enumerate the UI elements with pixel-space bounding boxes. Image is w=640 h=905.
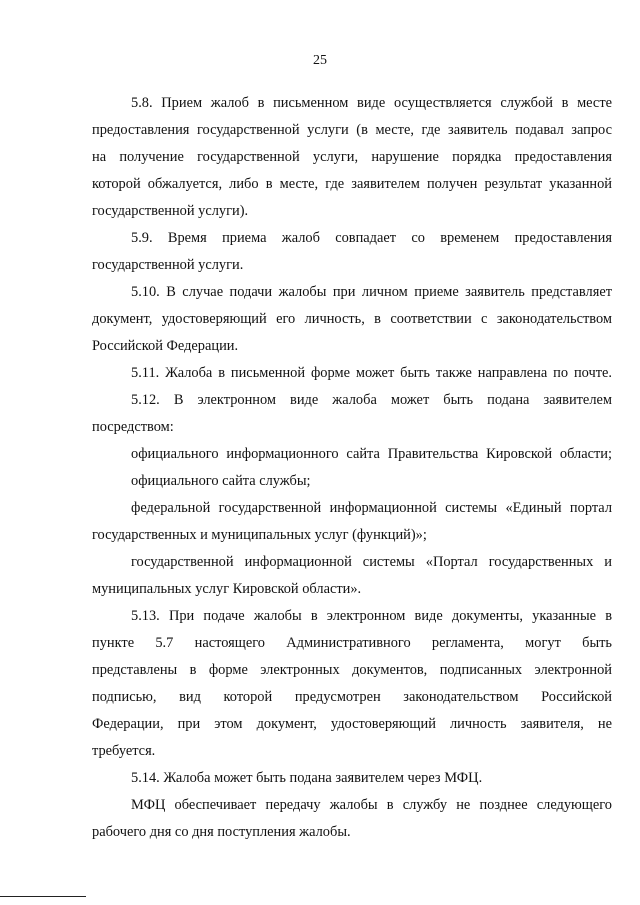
text-line: посредством: [92,419,174,435]
text-line: муниципальных услуг Кировской области». [92,581,362,597]
text-line: МФЦ обеспечивает передачу жалобы в службу не позднее следующего [131,797,612,813]
text-line: государственной информационной системы «Портал государственных и [131,554,612,570]
text-line: государственной услуги). [92,203,249,219]
text-line: предоставления государственной услуги (в месте, где заявитель подавал запрос [92,122,612,138]
text-line: 5.9. Время приема жалоб совпадает со временем предоставления [131,230,612,246]
text-line: 5.10. В случае подачи жалобы при личном приеме заявитель представляет [131,284,612,300]
text-line: 5.12. В электронном виде жалоба может быть подана заявителем [131,392,612,408]
text-line: 5.11. Жалоба в письменной форме может быть также направлена по почте. [131,365,612,381]
text-line: которой обжалуется, либо в месте, где заявителем получен результат указанной [92,176,612,192]
text-line: государственных и муниципальных услуг (функций)»; [92,527,427,543]
text-line: 5.13. При подаче жалобы в электронном виде документы, указанные в [131,608,612,624]
text-line: официального сайта службы; [131,473,311,489]
text-line: подписью, вид которой предусмотрен законодательством Российской [92,689,612,705]
text-line: государственной услуги. [92,257,244,273]
text-line: на получение государственной услуги, нарушение порядка предоставления [92,149,612,165]
text-line: федеральной государственной информационной системы «Единый портал [131,500,612,516]
footer-rule [0,896,86,897]
text-line: требуется. [92,743,156,759]
text-line: 5.14. Жалоба может быть подана заявителем через МФЦ. [131,770,483,786]
text-line: рабочего дня со дня поступления жалобы. [92,824,351,840]
text-line: Российской Федерации. [92,338,239,354]
text-line: пункте 5.7 настоящего Административного регламента, могут быть [92,635,612,651]
text-line: официального информационного сайта Правительства Кировской области; [131,446,612,462]
text-line: 5.8. Прием жалоб в письменном виде осуществляется службой в месте [131,95,612,111]
text-line: Федерации, при этом документ, удостоверяющий личность заявителя, не [92,716,612,732]
text-line: представлены в форме электронных документов, подписанных электронной [92,662,612,678]
text-line: документ, удостоверяющий его личность, в соответствии с законодательством [92,311,612,327]
page-number: 25 [313,53,327,68]
